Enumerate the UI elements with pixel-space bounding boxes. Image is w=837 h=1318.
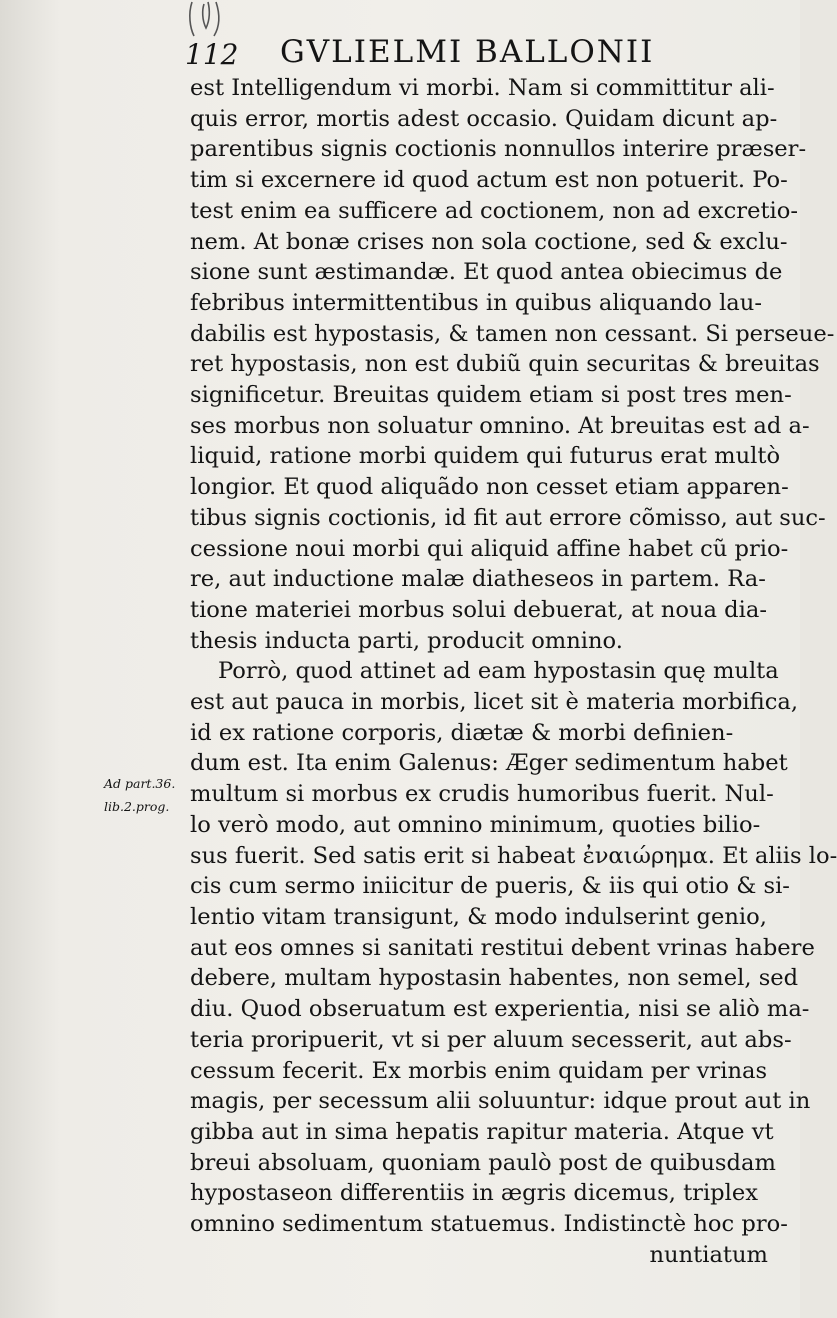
text-line: gibba aut in sima hepatis rapitur materia. Atque vt	[190, 1118, 774, 1145]
text-line: liquid, ratione morbi quidem qui futurus erat multò	[190, 443, 781, 470]
text-line: lentio vitam transigunt, & modo indulserint genio,	[190, 903, 767, 930]
text-line: sione sunt æstimandæ. Et quod antea obiecimus de	[190, 259, 783, 286]
text-line: re, aut inductione malæ diatheseos in partem. Ra-	[190, 566, 766, 593]
text-line: cessum fecerit. Ex morbis enim quidam per vrinas	[190, 1057, 768, 1084]
text-line: id ex ratione corporis, diætæ & morbi definien-	[190, 719, 734, 746]
text-line: quis error, mortis adest occasio. Quidam dicunt ap-	[190, 105, 778, 132]
text-line: est Intelligendum vi morbi. Nam si committitur ali-	[190, 75, 775, 101]
text-line: thesis inducta parti, producit omnino.	[190, 627, 623, 654]
text-line: significetur. Breuitas quidem etiam si post tres men-	[190, 382, 792, 409]
running-title: GVLIELMI BALLONII	[280, 34, 655, 70]
text-line: nem. At bonæ crises non sola coctione, sed & exclu-	[190, 228, 788, 255]
text-line: dum est. Ita enim Galenus: Æger sedimentum habet	[190, 750, 788, 777]
text-line: omnino sedimentum statuemus. Indistinctè hoc pro-	[190, 1211, 788, 1238]
text-line: tim si excernere id quod actum est non potuerit. Po-	[190, 167, 788, 194]
text-line: febribus intermittentibus in quibus aliquando lau-	[190, 289, 762, 316]
text-line: multum si morbus ex crudis humoribus fuerit. Nul-	[190, 781, 774, 808]
catchword: nuntiatum	[649, 1241, 768, 1268]
text-line: breui absoluam, quoniam paulò post de quibusdam	[190, 1149, 776, 1176]
text-line: diu. Quod obseruatum est experientia, nisi se aliò ma-	[190, 996, 810, 1023]
paragraph-first-line: Porrò, quod attinet ad eam hypostasin quę multa	[218, 658, 779, 685]
text-line: dabilis est hypostasis, & tamen non cessant. Si perseue-	[190, 320, 835, 347]
marginal-note	[104, 772, 175, 818]
text-line: parentibus signis coctionis nonnullos interire præser-	[190, 136, 807, 163]
text-line: ret hypostasis, non est dubiũ quin securitas & breuitas	[190, 351, 820, 378]
text-line: aut eos omnes si sanitati restitui debent vrinas habere	[190, 934, 815, 961]
text-line: teria proripuerit, vt si per aluum secesserit, aut abs-	[190, 1026, 792, 1053]
text-line: debere, multam hypostasin habentes, non semel, sed	[190, 965, 799, 992]
text-line: magis, per secessum alii soluuntur: idque prout aut in	[190, 1088, 811, 1115]
marginal-note-line: Ad part.36.	[104, 776, 176, 791]
text-line: test enim ea sufficere ad coctionem, non ad excretio-	[190, 197, 799, 224]
text-line: sus fuerit. Sed satis erit si habeat ἐναιώρημα. Et aliis lo-	[190, 842, 837, 869]
text-line: ses morbus non soluatur omnino. At breuitas est ad a-	[190, 412, 810, 439]
page-number: 112	[185, 38, 239, 71]
body-text	[190, 73, 837, 1270]
text-line: est aut pauca in morbis, licet sit è materia morbifica,	[190, 689, 799, 716]
text-line: lo verò modo, aut omnino minimum, quoties bilio-	[190, 811, 761, 838]
text-line: tibus signis coctionis, id fit aut errore cõmisso, aut suc-	[190, 504, 826, 531]
marginal-note-line: lib.2.prog.	[104, 799, 170, 814]
text-line: longior. Et quod aliquãdo non cesset etiam apparen-	[190, 474, 789, 501]
text-line: hypostaseon differentiis in ægris dicemus, triplex	[190, 1180, 758, 1207]
text-line: tione materiei morbus solui debuerat, at noua dia-	[190, 596, 767, 623]
text-line: cis cum sermo iniicitur de pueris, & iis qui otio & si-	[190, 873, 790, 900]
page-header	[185, 30, 775, 70]
text-line: cessione noui morbi qui aliquid affine habet cũ prio-	[190, 535, 789, 562]
